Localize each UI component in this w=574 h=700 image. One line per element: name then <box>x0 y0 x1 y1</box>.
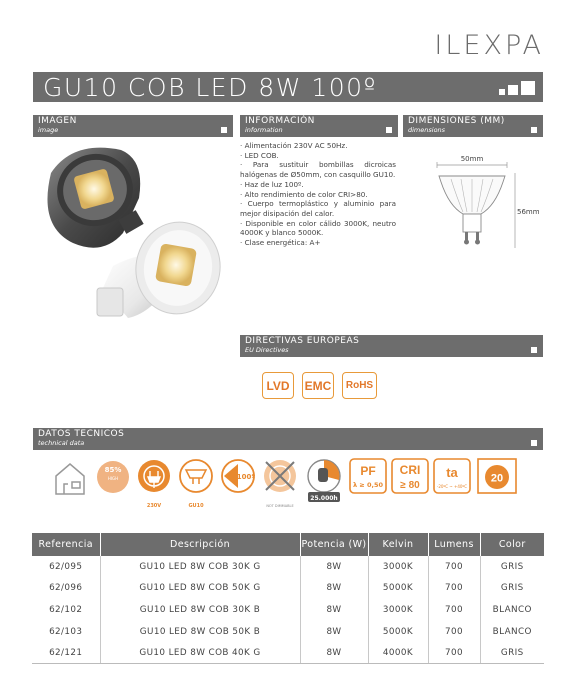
product-title: GU10 COB LED 8W 100º <box>43 73 377 102</box>
svg-text:20: 20 <box>490 472 504 485</box>
table-cell: 62/102 <box>49 604 83 615</box>
emc-badge: EMC <box>302 372 334 399</box>
power-factor-icon <box>350 459 386 493</box>
section-directives-header <box>240 335 543 357</box>
table-cell: 3000K <box>368 599 428 621</box>
table-cell: BLANCO <box>480 599 544 621</box>
table-cell: GRIS <box>480 642 544 664</box>
svg-text:GU10: GU10 <box>188 503 204 509</box>
section-subtitle: dimensions <box>408 126 446 134</box>
svg-text:85%: 85% <box>104 466 122 474</box>
section-subtitle: EU Directives <box>245 346 289 354</box>
lifetime-icon <box>308 460 340 502</box>
table-cell: 700 <box>428 642 480 664</box>
info-line: · Clase energética: A+ <box>240 238 321 248</box>
svg-text:PF: PF <box>360 464 376 478</box>
table-cell: 62/103 <box>49 626 83 637</box>
svg-text:λ ≥ 0,50: λ ≥ 0,50 <box>352 481 384 489</box>
table-cell: 700 <box>428 621 480 643</box>
temperature-icon <box>97 461 129 493</box>
svg-text:CRI: CRI <box>399 463 421 477</box>
table-cell: 700 <box>428 599 480 621</box>
column-header: Color <box>480 533 544 556</box>
table-cell: GRIS <box>480 556 544 578</box>
svg-text:100º: 100º <box>236 473 256 481</box>
section-image-header <box>33 115 233 137</box>
section-subtitle: technical data <box>38 439 85 447</box>
info-line: · Cuerpo termoplástico y aluminio para mejor disipación del calor. <box>240 199 396 218</box>
socket-icon <box>180 460 212 509</box>
indoor-use-icon <box>56 464 84 494</box>
table-cell: 62/095 <box>49 561 83 572</box>
table-cell: 62/096 <box>49 583 83 594</box>
svg-text:NOT DIMMABLE: NOT DIMMABLE <box>266 504 294 508</box>
section-info-header <box>240 115 398 137</box>
column-header: Kelvin <box>368 533 428 556</box>
svg-text:ta: ta <box>446 465 458 480</box>
dimension-drawing <box>405 148 545 258</box>
table-cell: 8W <box>300 578 368 600</box>
table-cell: 8W <box>300 556 368 578</box>
rohs-badge: RoHS <box>342 372 377 399</box>
cri-icon <box>392 459 428 493</box>
svg-text:25.000h: 25.000h <box>310 495 338 502</box>
width-label: 50mm <box>460 155 484 163</box>
svg-text:-20ºC ~ +40ºC: -20ºC ~ +40ºC <box>436 484 468 489</box>
table-cell: 5000K <box>368 578 428 600</box>
table-cell: 5000K <box>368 621 428 643</box>
info-line: · Disponible en color cálido 3000K, neutro 4000K y blanco 5000K. <box>240 218 396 238</box>
table-header-row <box>32 533 544 556</box>
table-cell: GU10 LED 8W COB 50K B <box>100 621 300 643</box>
table-cell: 700 <box>428 556 480 578</box>
svg-text:≥ 80: ≥ 80 <box>400 480 420 491</box>
table-cell: GU10 LED 8W COB 30K B <box>100 599 300 621</box>
voltage-icon <box>138 460 170 509</box>
table-cell: 8W <box>300 599 368 621</box>
product-reference-table <box>32 533 544 664</box>
brand-logo: ILEXPA <box>434 30 544 61</box>
info-line: · Alimentación 230V AC 50Hz. <box>240 141 348 150</box>
package-quantity-icon <box>478 459 516 493</box>
table-cell: 62/121 <box>32 642 100 664</box>
info-line: · Haz de luz 100º. <box>240 179 304 189</box>
section-title: DIRECTIVAS EUROPEAS <box>245 336 360 346</box>
table-cell: GRIS <box>480 578 544 600</box>
product-title-bar <box>33 72 543 102</box>
section-title: DATOS TECNICOS <box>38 429 125 439</box>
section-title: DIMENSIONES (MM) <box>408 116 505 126</box>
table-row <box>32 599 544 621</box>
product-information-list <box>240 141 396 248</box>
section-dimensions-header <box>403 115 543 137</box>
table-cell: 8W <box>300 642 368 664</box>
table-cell: GU10 LED 8W COB 40K G <box>100 642 300 664</box>
section-title: INFORMACIÓN <box>245 116 315 126</box>
column-header: Descripción <box>100 533 300 556</box>
section-technical-header <box>33 428 543 450</box>
table-row <box>32 556 544 578</box>
table-cell: 4000K <box>368 642 428 664</box>
lvd-badge: LVD <box>262 372 294 399</box>
technical-icons-row <box>48 454 528 510</box>
ambient-temperature-icon <box>434 459 470 493</box>
svg-text:230V: 230V <box>146 503 162 509</box>
title-squares-decoration <box>499 81 535 95</box>
info-line: · LED COB. <box>240 150 279 160</box>
table-row <box>32 578 544 600</box>
info-line: · Para sustituir bombillas dicroicas halógenas de Ø50mm, con casquillo GU10. <box>240 160 396 180</box>
height-label: 56mm <box>517 208 540 216</box>
info-line: · Alto rendimiento de color CRI>80. <box>240 189 368 199</box>
section-subtitle: image <box>38 126 59 134</box>
section-title: IMAGEN <box>38 116 77 126</box>
column-header: Potencia (W) <box>300 533 368 556</box>
beam-angle-icon <box>222 460 255 492</box>
table-cell: BLANCO <box>480 621 544 643</box>
grey-lamp-image <box>47 145 143 247</box>
table-row <box>32 621 544 643</box>
table-cell: 3000K <box>368 556 428 578</box>
table-cell: 700 <box>428 578 480 600</box>
directive-badges <box>262 372 377 399</box>
table-cell: GU10 LED 8W COB 30K G <box>100 556 300 578</box>
not-dimmable-icon <box>264 460 296 508</box>
svg-text:HIGH: HIGH <box>107 476 119 481</box>
table-cell: GU10 LED 8W COB 50K G <box>100 578 300 600</box>
section-subtitle: information <box>245 126 283 134</box>
column-header: Lumens <box>428 533 480 556</box>
column-header: Referencia <box>32 533 100 556</box>
product-photo <box>33 138 233 333</box>
table-row <box>32 642 544 664</box>
table-cell: 8W <box>300 621 368 643</box>
